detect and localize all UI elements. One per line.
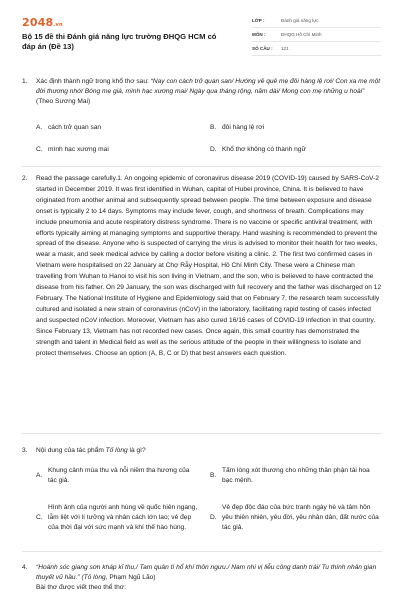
option-letter: A. (36, 124, 43, 131)
logo-text: 2048 (22, 16, 54, 29)
option-c[interactable] (36, 145, 196, 155)
meta-value: ĐHQG Hồ Chí Minh (281, 32, 322, 37)
stem-text: Xác định thành ngữ trong khổ thơ sau: (36, 78, 151, 85)
meta-value: 121 (281, 46, 289, 51)
question-number: 2. (22, 175, 28, 182)
option-d[interactable] (210, 145, 380, 155)
divider (22, 433, 382, 434)
question-prompt: Bài thơ được viết theo thể thơ: (36, 584, 126, 591)
option-b[interactable] (210, 123, 380, 133)
option-text: Vẻ đẹp độc đáo của bức tranh ngày hè và tâm hồn yêu thiên nhiên, yêu đời, yêu nhân dân, đất nước của tác giả. (222, 504, 379, 531)
option-letter: A. (36, 472, 43, 479)
option-text: cách trở quan san (48, 124, 102, 131)
question-stem (36, 446, 382, 456)
question-number: 4. (22, 564, 28, 571)
question-number: 1. (22, 78, 28, 85)
stem-text: Nội dung của tác phẩm (36, 447, 106, 454)
meta-table (252, 14, 382, 56)
meta-key: LỚP : (252, 18, 265, 23)
option-c[interactable] (36, 497, 202, 539)
option-a[interactable] (36, 465, 196, 487)
question-stem (36, 563, 382, 583)
meta-row-subject (252, 28, 382, 42)
option-text: Hình ảnh của người anh hùng về quốc hiên ngang, lẫm liệt với lí tưởng và nhân cách lớn lao; vẻ đẹp của thời đại với sức mạnh và khí thế hào hùng. (48, 504, 198, 531)
stem-work-title: Tố lòng (105, 447, 128, 454)
divider (22, 166, 382, 167)
meta-row-count (252, 42, 382, 56)
reading-passage: Read the passage carefully.1. An ongoing epidemic of coronavirus disease 2019 (COVID-19) caused by SARS-CoV-2 started in December 2019. It was first identified in Wuhan, capital of Hubei province, China. It is believed to have originated from another animal and subsequently spread between people. The time between exposure and disease onset is typically 2 to 14 days. Symptoms may include fever, cough, and shortness of breath. Complications may include pneumonia and acute respiratory distress syndrome. There is no vaccine or specific antiviral treatment, with efforts typically aiming at managing symptoms and supportive therapy. Hand washing is recommended to prevent the spread of the disease. Anyone who is suspected of carrying the virus is advised to monitor their health for two weeks, wear a mask, and seek medical advice by calling a doctor before visiting a clinic. 2. The first two confirmed cases in Vietnam were hospitalised on 22 January at Chợ Rẫy Hospital, Hồ Chí Minh City. These were a Chinese man travelling from Wuhan to Hanoi to visit his son living in Vietnam, and the son, who is believed to have contracted the disease from his father. On 29 January, the son was discharged with full recovery and the father was discharged on 12 February. The National Institute of Hygiene and Epidemiology said that on February 7, the research team successfully cultured and isolated a new strain of coronavirus (nCoV) in the laboratory, facilitating rapid testing of cases infected and suspected nCoV infection. Moreover, Vietnam has also cured 16/16 cases of COVID-19 infection in that country. Since February 13, Vietnam has not recorded new cases. Once again, this small country has demonstrated the strength and talent in Medical field as well as the serious attitude of the people in their willingness to isolate and protect themselves. Choose an option (A, B, C or D) that best answers each question. (36, 175, 382, 357)
meta-key: MÔN : (252, 32, 266, 37)
option-letter: B. (210, 124, 217, 131)
option-letter: C. (36, 514, 43, 521)
meta-value: Đánh giá năng lực (281, 18, 319, 23)
logo-suffix: .vn (53, 22, 63, 28)
option-text: mình hạc xương mai (48, 146, 109, 153)
option-text: đôi hàng lệ rơi (222, 124, 265, 131)
option-letter: D. (210, 146, 217, 153)
site-logo[interactable] (22, 16, 63, 29)
option-b[interactable] (210, 465, 382, 487)
stem-source: (Theo Sương Mai) (36, 98, 91, 105)
meta-row-class (252, 14, 382, 28)
question-1 (22, 77, 382, 107)
stem-source: , Phạm Ngũ Lão) (105, 574, 156, 581)
option-letter: C. (36, 146, 43, 153)
option-letter: B. (210, 472, 217, 479)
option-text: Tấm lòng xót thương cho những thân phận tài hoa bạc mệnh. (222, 467, 370, 484)
stem-quote: “Hoành sóc giang sơn kháp kỉ thu,/ Tam quân tì hổ khí thôn ngưu./ Nam nhi vị liễu công danh trái/ Tu thính nhân gian thuyết vũ hầu.” ( (36, 564, 377, 581)
page-title: Bộ 15 đề thi Đánh giá năng lực trường ĐHQG HCM có đáp án (Đề 13) (22, 32, 217, 51)
option-d[interactable] (210, 497, 382, 539)
option-text: Khổ thơ không có thành ngữ (222, 146, 306, 153)
question-number: 3. (22, 447, 28, 454)
document-header (0, 0, 400, 70)
question-stem (36, 77, 382, 107)
option-letter: D. (210, 514, 217, 521)
option-text: Khung cảnh mùa thu và nỗi niềm tha hương của tác giả. (48, 467, 190, 484)
question-3 (22, 446, 382, 456)
stem-quote: “Nay con cách trở quan san/ Hướng về quê mẹ đôi hàng lệ rơi/ Con xa mẹ một đời thương nhớ/ Bóng mẹ già, mình hạc xương mai/ Ngày qua tháng rộng, năm dài/ Mong con mẹ những u hoài” (36, 78, 381, 95)
divider (22, 551, 382, 552)
question-4 (22, 563, 382, 593)
option-a[interactable] (36, 123, 196, 133)
stem-work-title: Tỏ lòng (83, 574, 106, 581)
meta-key: SỐ CÂU : (252, 46, 273, 51)
question-2 (22, 174, 382, 359)
stem-text-end: là gì? (127, 447, 146, 454)
